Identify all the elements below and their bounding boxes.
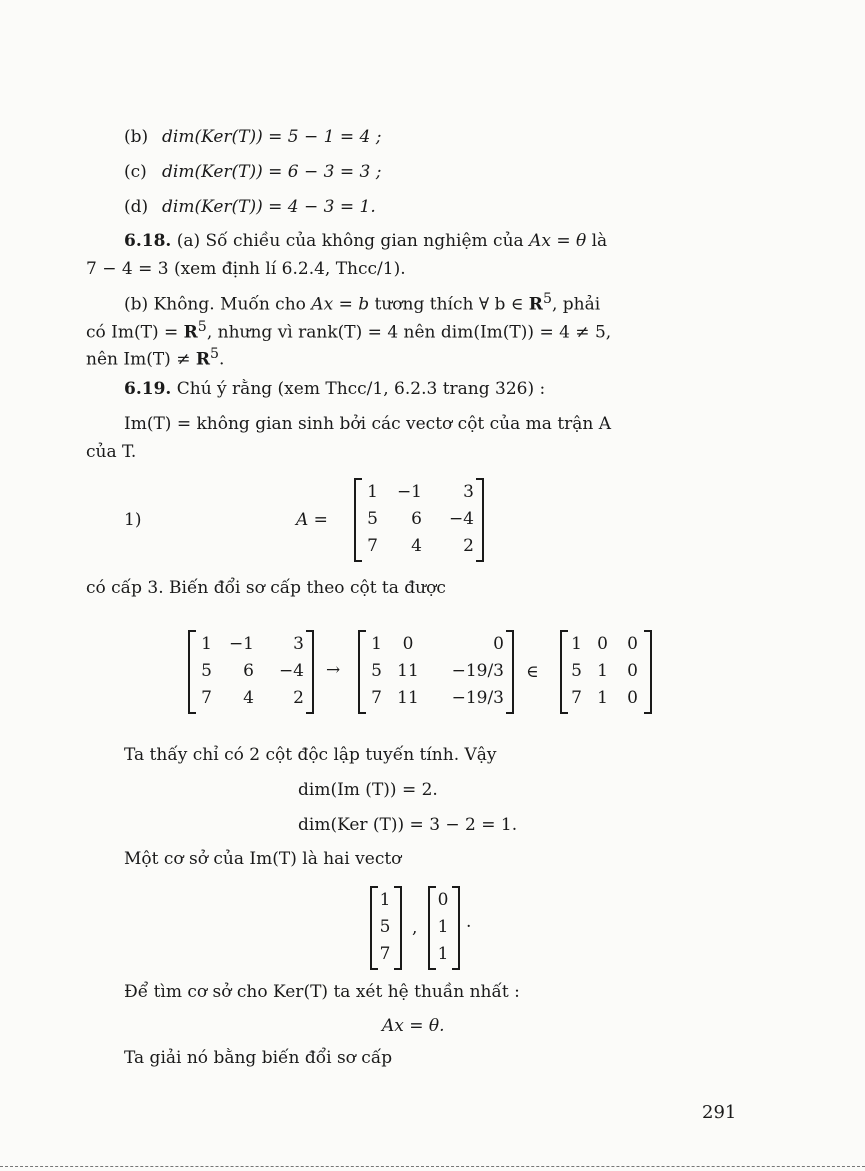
equivalence-symbol: ∈: [526, 662, 539, 682]
matrix-a-cell: 4: [411, 536, 422, 556]
arrow-symbol: →: [326, 660, 341, 680]
matrix-m2-cell: −19/3: [451, 688, 504, 708]
p618a-eq: Ax = θ: [529, 231, 587, 251]
matrix-a-cell: −4: [448, 509, 474, 529]
matrix-m2: [358, 630, 514, 714]
matrix-m2-cell: 5: [371, 661, 382, 681]
matrix-a-cell: 5: [367, 509, 378, 529]
matrix-m1-cell: 7: [201, 688, 212, 708]
matrix-m3-cell: 0: [597, 634, 608, 654]
vector-period: .: [466, 912, 472, 932]
matrix-a-cell: −1: [396, 482, 422, 502]
solve-line: Ta giải nó bằng biến đổi sơ cấp: [124, 1048, 393, 1068]
matrix-m1-cell: 3: [293, 634, 304, 654]
p619-text: Chú ý rằng (xem Thcc/1, 6.2.3 trang 326) :: [176, 379, 546, 399]
r5-symbol-2: R: [183, 322, 198, 343]
matrix-a: [354, 478, 484, 562]
p618b-text2: tương thích ∀ b ∈: [369, 294, 529, 315]
p619-line3: của T.: [86, 442, 137, 462]
dim-im-line: dim(Im (T)) = 2.: [298, 780, 438, 800]
matrix-m3-cell: 1: [571, 634, 582, 654]
matrix-m3-cell: 5: [571, 661, 582, 681]
p618-line2: 7 − 4 = 3 (xem định lí 6.2.4, Thcc/1).: [86, 259, 406, 279]
matrix-a-cell: 1: [367, 482, 378, 502]
matrix-m1-cell: 4: [243, 688, 254, 708]
a-equals: A =: [296, 510, 328, 530]
matrix-m1-cell: 6: [243, 661, 254, 681]
matrix-a-cell: 6: [411, 509, 422, 529]
p618b-line1: [124, 291, 600, 315]
p618-number: 6.18.: [124, 231, 172, 251]
p618b-text6: nên Im(T) ≠: [86, 349, 196, 370]
matrix-m1-cell: −1: [228, 634, 254, 654]
matrix-m2-cell: 0: [402, 634, 414, 654]
line-b-label: (b): [124, 127, 149, 147]
line-d-eq: dim(Ker(T)) = 4 − 3 = 1.: [162, 197, 376, 217]
vector-v2-cell: 0: [437, 890, 449, 910]
matrix-m3: [560, 630, 652, 714]
page-number: 291: [702, 1102, 737, 1123]
vector-v1-cell: 1: [379, 890, 391, 910]
matrix-m2-cell: −19/3: [451, 661, 504, 681]
matrix-m3-cell: 0: [627, 661, 638, 681]
matrix-m2-cell: 11: [397, 661, 419, 681]
matrix-m3-cell: 1: [597, 688, 608, 708]
homogeneous-eq: Ax = θ.: [382, 1016, 445, 1036]
p618a-text: (a) Số chiều của không gian nghiệm của: [176, 231, 530, 251]
kernel-line: Để tìm cơ sở cho Ker(T) ta xét hệ thuần nhất :: [124, 982, 520, 1002]
matrix-m1-cell: 1: [201, 634, 212, 654]
p618b-text4: có Im(T) =: [86, 322, 184, 343]
matrix-m2-cell: 7: [371, 688, 382, 708]
p618b-text: (b) Không. Muốn cho: [124, 294, 312, 315]
vector-comma: ,: [412, 918, 418, 938]
matrix-m1-cell: −4: [278, 661, 304, 681]
vector-v1-cell: 7: [379, 944, 391, 964]
matrix-m3-cell: 1: [597, 661, 608, 681]
matrix-a-cell: 2: [463, 536, 474, 556]
matrix-m2-cell: 11: [397, 688, 419, 708]
line-d-label: (d): [124, 197, 149, 217]
rank-line: có cấp 3. Biến đổi sơ cấp theo cột ta được: [86, 578, 446, 598]
matrix-m1: [188, 630, 314, 714]
matrix-m3-cell: 0: [627, 688, 638, 708]
line-b-eq: dim(Ker(T)) = 5 − 1 = 4 ;: [162, 127, 382, 147]
item-1: 1): [124, 510, 142, 530]
p618b-text3: , phải: [551, 294, 601, 315]
p618b-line2: [86, 319, 611, 343]
line-c-eq: dim(Ker(T)) = 6 − 3 = 3 ;: [162, 162, 382, 182]
p618b-eq: Ax = b: [311, 294, 370, 315]
matrix-m3-cell: 7: [571, 688, 582, 708]
p619-line1: [124, 379, 545, 399]
r5-sup-2: 5: [197, 319, 207, 335]
matrix-m1-cell: 5: [201, 661, 212, 681]
r5-sup-3: 5: [210, 346, 220, 362]
p618-line1: [124, 231, 607, 251]
p618b-text5: , nhưng vì rank(T) = 4 nên dim(Im(T)) = 4 ≠ 5,: [206, 322, 612, 343]
matrix-a-cell: 3: [463, 482, 474, 502]
matrix-m2-cell: 0: [493, 634, 504, 654]
basis-line: Một cơ sở của Im(T) là hai vectơ: [124, 849, 402, 869]
matrix-m3-cell: 0: [627, 634, 638, 654]
p618a-end: là: [586, 231, 608, 251]
p619-number: 6.19.: [124, 379, 172, 399]
p618b-line3: [86, 346, 224, 370]
vector-v1-cell: 5: [379, 917, 391, 937]
matrix-m2-cell: 1: [371, 634, 382, 654]
independence-line: Ta thấy chỉ có 2 cột độc lập tuyến tính. Vậy: [124, 745, 497, 765]
matrix-m1-cell: 2: [293, 688, 304, 708]
vector-v2-cell: 1: [437, 944, 449, 964]
matrix-a-cell: 7: [367, 536, 378, 556]
vector-v2-cell: 1: [437, 917, 449, 937]
page-bottom-rule: [0, 1166, 865, 1167]
r5-sup: 5: [542, 291, 552, 307]
line-c-label: (c): [124, 162, 147, 182]
p619-line2: Im(T) = không gian sinh bởi các vectơ cột của ma trận A: [124, 414, 612, 434]
vector-v1: [370, 886, 402, 970]
vector-v2: [428, 886, 460, 970]
dim-ker-line: dim(Ker (T)) = 3 − 2 = 1.: [298, 815, 518, 835]
r5-symbol-3: R: [195, 349, 210, 370]
p618b-period: .: [219, 349, 225, 370]
r5-symbol: R: [528, 294, 543, 315]
